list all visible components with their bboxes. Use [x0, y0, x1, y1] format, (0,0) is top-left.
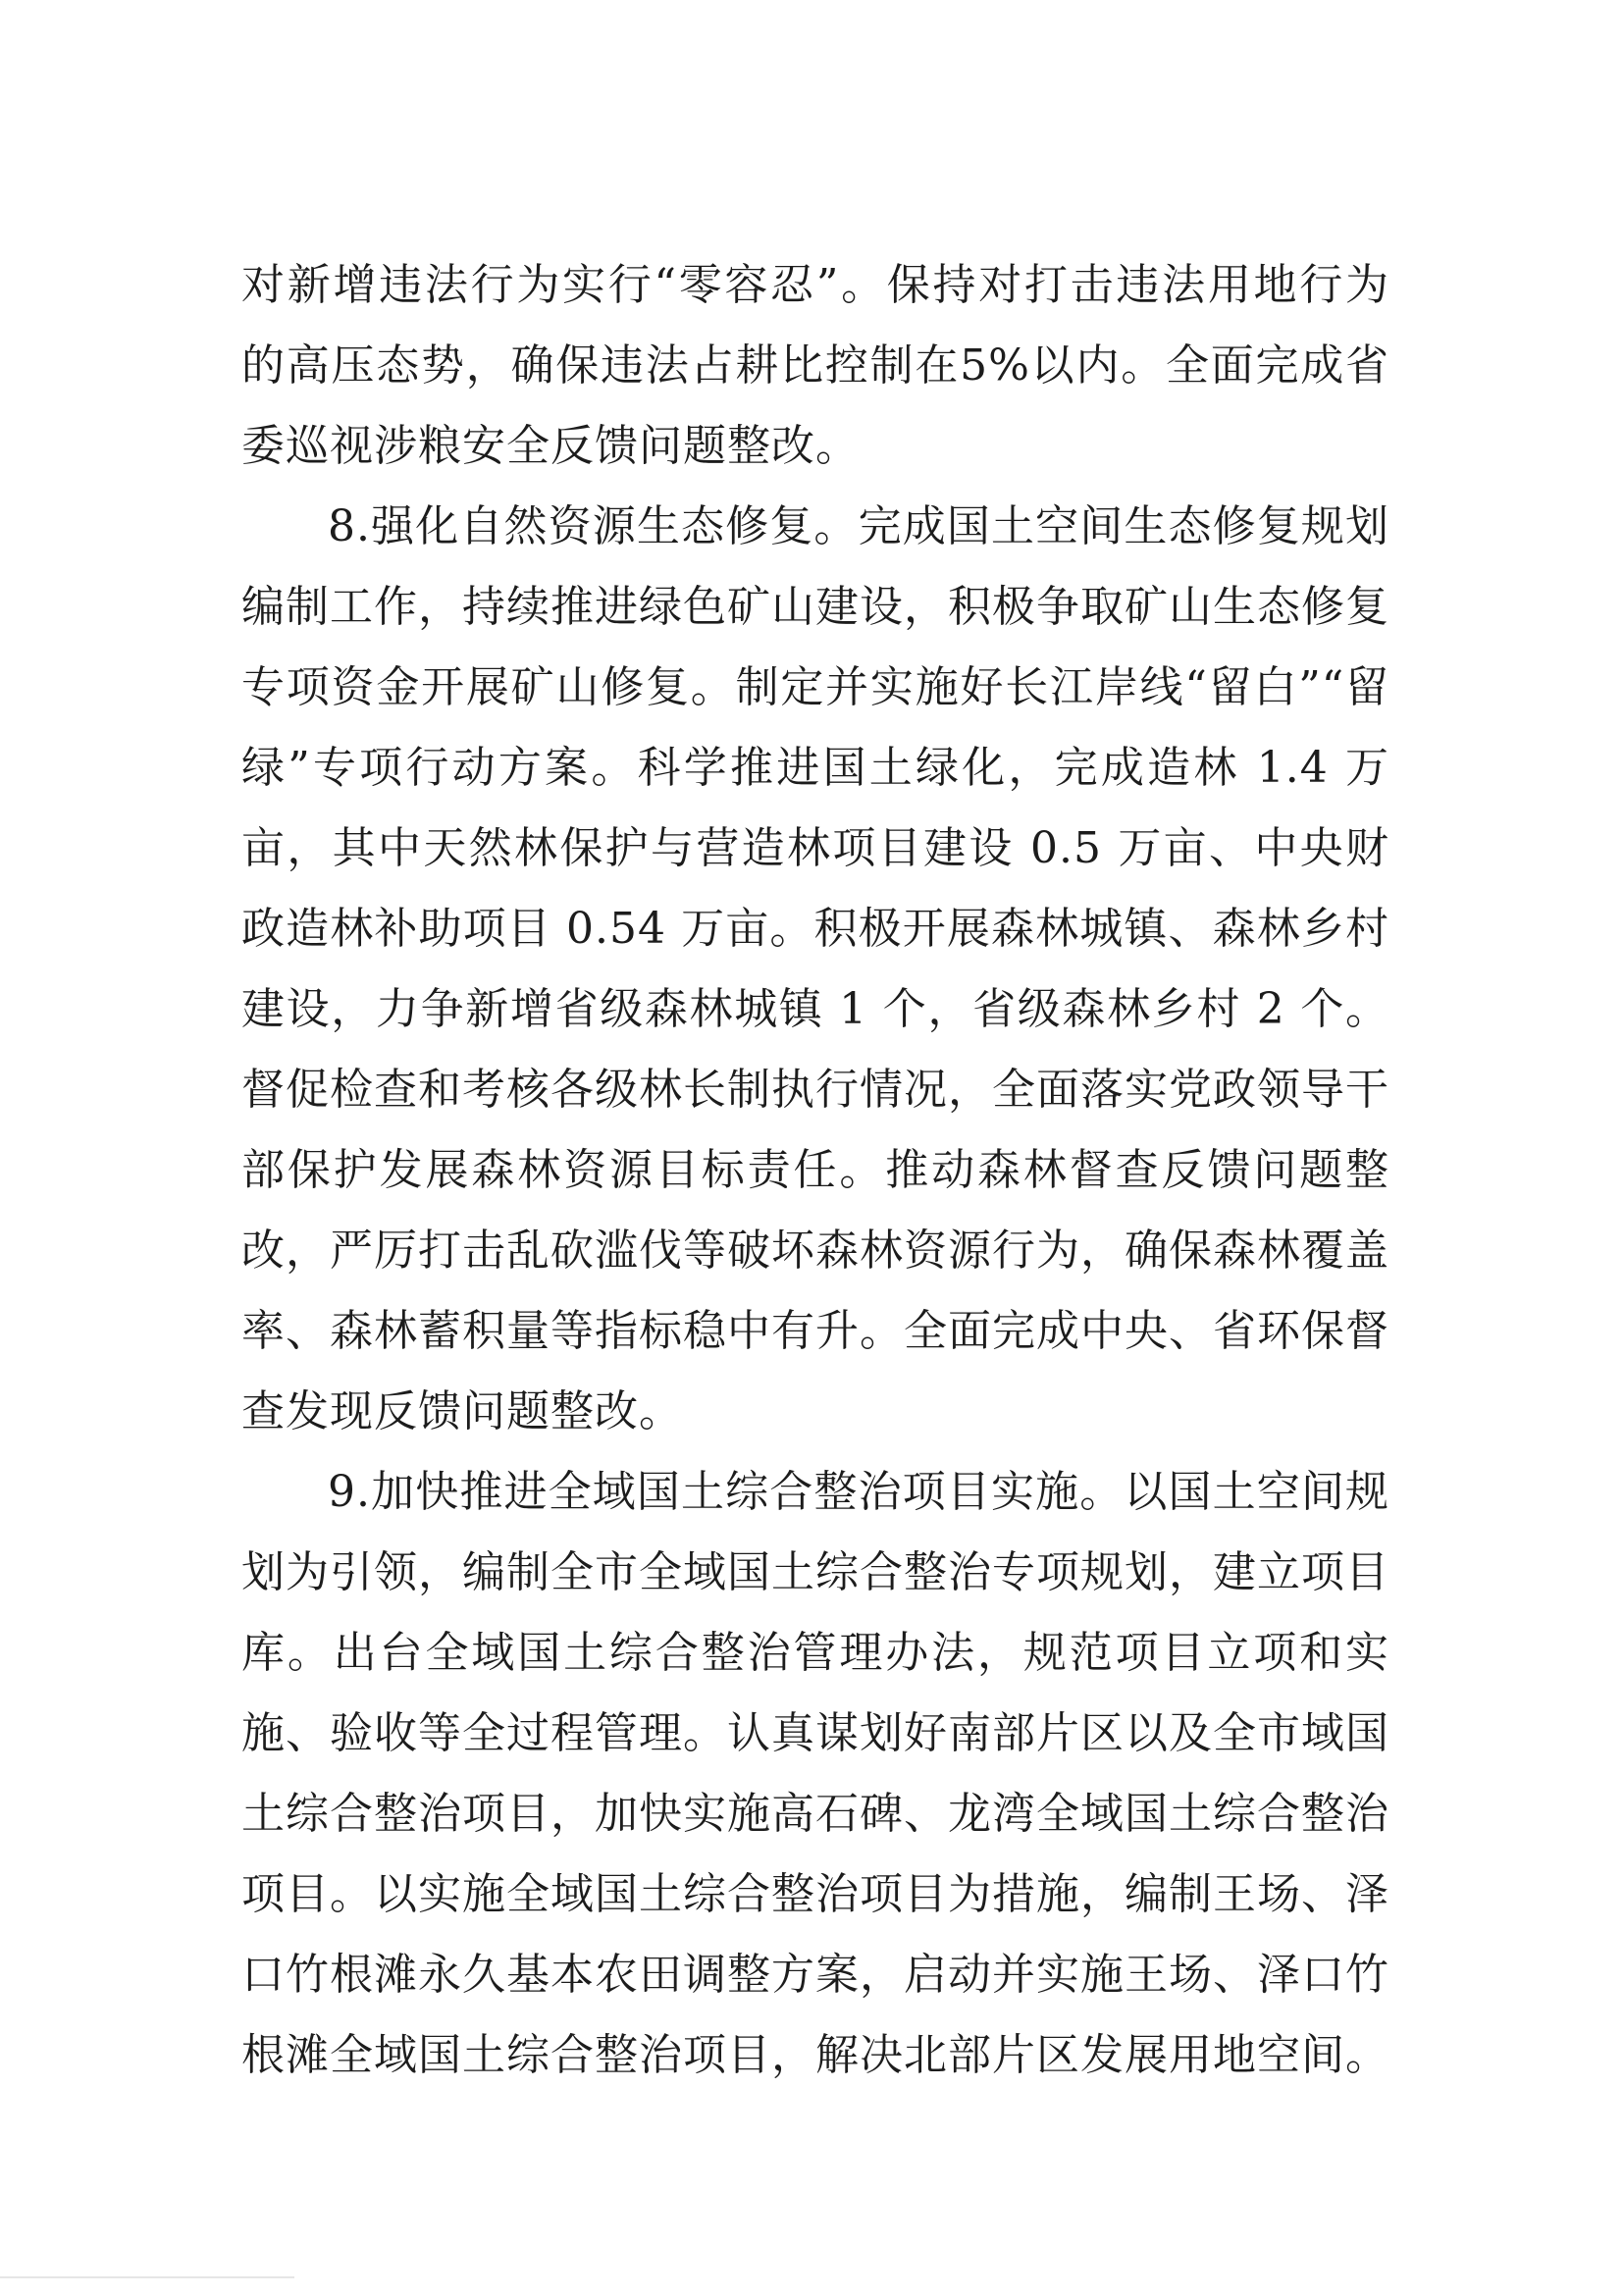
page-bottom-rule [0, 2276, 294, 2278]
document-body [241, 245, 1389, 2096]
paragraph-item-9 [241, 1452, 1389, 2096]
paragraph-text: 完成国土空间生态修复规划编制工作，持续推进绿色矿山建设，积极争取矿山生态修复专项资金开展矿山修复。制定并实施好长江岸线“留白”“留绿”专项行动方案。科学推进国土绿化，完成造林 1.4 万亩，其中天然林保护与营造林项目建设 0.5 万亩、中央财政造林补助项目 0.54 万亩。积极开展森林城镇、森林乡村建设，力争新增省级森林城镇 1 个，省级森林乡村 2 个。督促检查和考核各级林长制执行情况，全面落实党政领导干部保护发展森林资源目标责任。推动森林督查反馈问题整改，严厉打击乱砍滥伐等破坏森林资源行为，确保森林覆盖率、森林蓄积量等指标稳中有升。全面完成中央、省环保督查发现反馈问题整改。 [241, 501, 1390, 1436]
paragraph-continuation [241, 245, 1389, 487]
paragraph-text: 对新增违法行为实行“零容忍”。保持对打击违法用地行为的高压态势，确保违法占耕比控制在5%以内。全面完成省委巡视涉粮安全反馈问题整改。 [241, 260, 1389, 471]
paragraph-heading: 9.加快推进全域国土综合整治项目实施。 [328, 1467, 1125, 1517]
paragraph-item-8 [241, 487, 1389, 1452]
paragraph-text: 以国土空间规划为引领，编制全市全域国土综合整治专项规划，建立项目库。出台全域国土综合整治管理办法，规范项目立项和实施、验收等全过程管理。认真谋划好南部片区以及全市域国土综合整治项目，加快实施高石碑、龙湾全域国土综合整治项目。以实施全域国土综合整治项目为措施，编制王场、泽口竹根滩永久基本农田调整方案，启动并实施王场、泽口竹根滩全域国土综合整治项目，解决北部片区发展用地空间。 [241, 1467, 1389, 2080]
paragraph-heading: 8.强化自然资源生态修复。 [328, 501, 859, 551]
